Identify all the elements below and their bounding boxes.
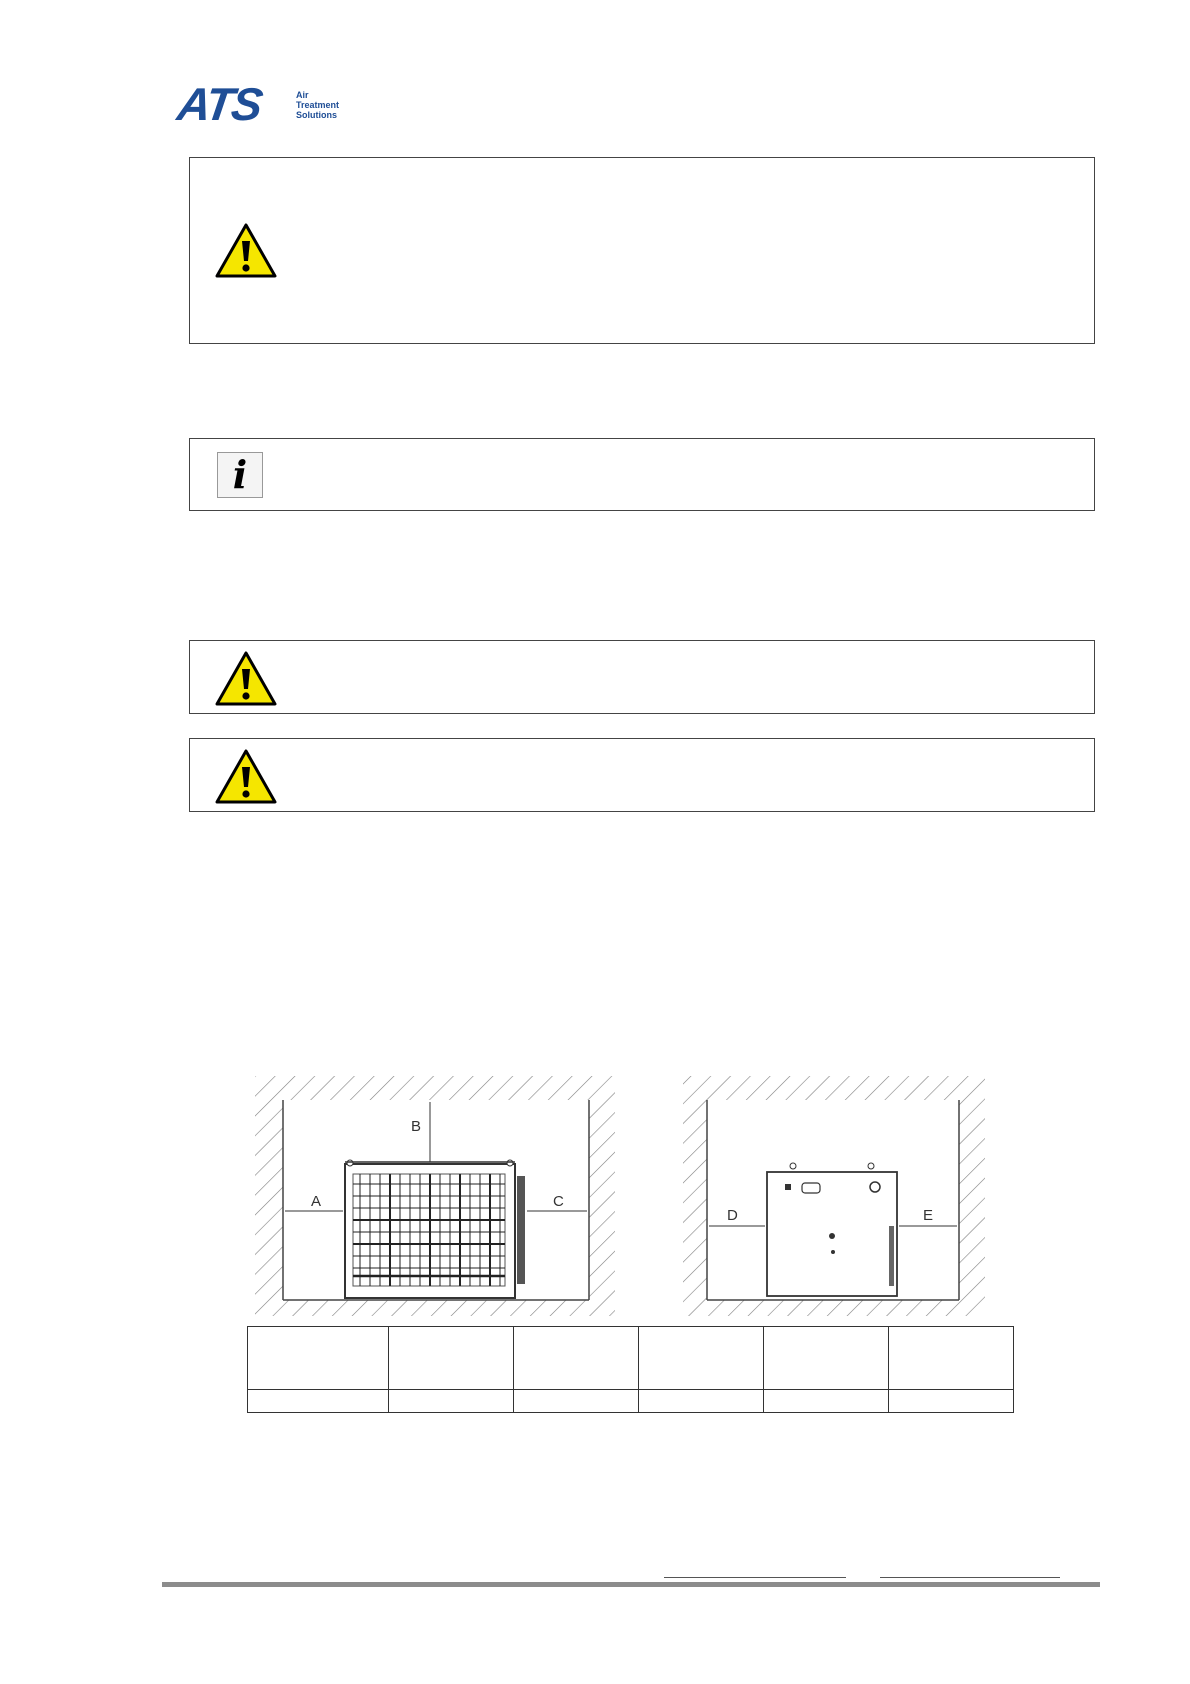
table-cell (248, 1327, 389, 1390)
dimension-label-d: D (727, 1207, 738, 1224)
footer-signature-line (880, 1577, 1060, 1578)
warning-notice-box (189, 640, 1095, 714)
table-cell (639, 1390, 764, 1413)
side-view (683, 1076, 985, 1316)
table-cell (639, 1327, 764, 1390)
logo-tagline (296, 90, 339, 120)
company-logo (174, 78, 378, 132)
table-cell (889, 1327, 1014, 1390)
logo-tagline-line: Air (296, 90, 309, 100)
dimension-label-e: E (923, 1207, 934, 1224)
table-cell (514, 1390, 639, 1413)
warning-icon (214, 747, 278, 805)
logo-tagline-line: Solutions (296, 110, 337, 120)
logo-tagline-line: Treatment (296, 100, 340, 110)
clearance-table (247, 1326, 1014, 1413)
table-cell (514, 1327, 639, 1390)
table-cell (889, 1390, 1014, 1413)
logo-wordmark: ATS (174, 78, 265, 130)
table-cell (764, 1327, 889, 1390)
warning-icon (214, 649, 278, 707)
warning-notice-box (189, 738, 1095, 812)
footer-signature-line (664, 1577, 846, 1578)
table-cell (764, 1390, 889, 1413)
warning-icon (214, 221, 278, 279)
table-cell (389, 1390, 514, 1413)
table-row (248, 1390, 1014, 1413)
footer-rule (162, 1582, 1100, 1587)
dimension-label-b: B (411, 1118, 422, 1135)
table-cell (248, 1390, 389, 1413)
warning-notice-box (189, 157, 1095, 344)
info-icon: i (217, 452, 263, 498)
installation-clearance-diagram (255, 1076, 985, 1316)
dimension-label-c: C (553, 1193, 564, 1210)
info-notice-box (189, 438, 1095, 511)
table-row (248, 1327, 1014, 1390)
table-cell (389, 1327, 514, 1390)
dimension-label-a: A (311, 1193, 322, 1210)
front-view (255, 1076, 615, 1316)
